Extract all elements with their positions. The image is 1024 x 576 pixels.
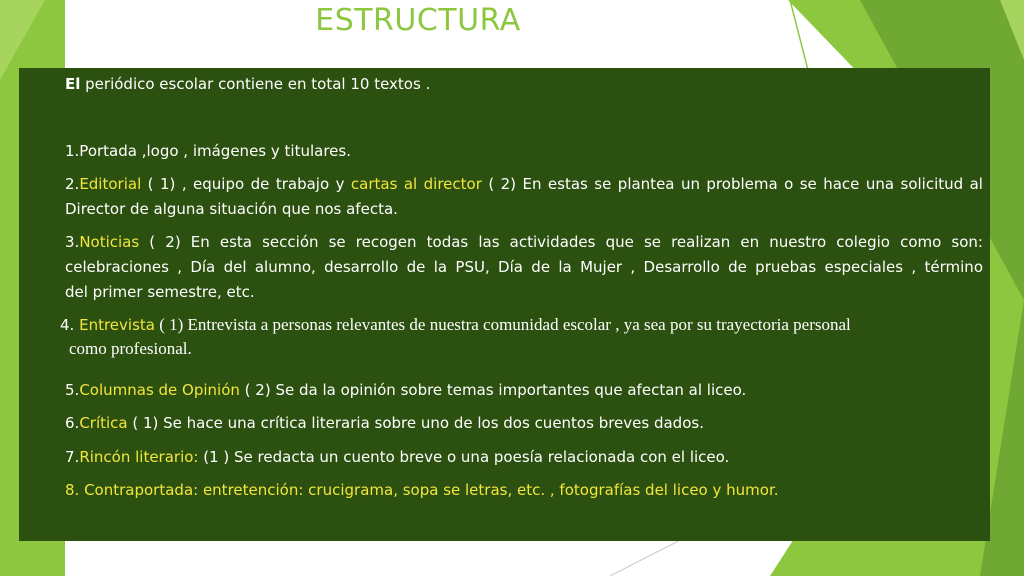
- item-noticias-line3: del primer semestre, etc.: [65, 283, 255, 301]
- item-text: ( 1) Entrevista a personas relevantes de nuestra comunidad escolar , ya sea por su trayectoria personal: [154, 315, 851, 334]
- item-noticias-line2: celebraciones , Día del alumno, desarrollo de la PSU, Día de la Mujer , Desarrollo de pruebas especiales , término: [65, 258, 983, 276]
- item-portada: 1.Portada ,logo , imágenes y titulares.: [65, 142, 351, 160]
- item-entrevista: [60, 313, 965, 337]
- item-rincon: [65, 445, 983, 469]
- item-columnas: [65, 378, 983, 402]
- item-text: ( 2) En esta sección se recogen todas las actividades que se realizan en nuestro colegio como son:: [139, 233, 983, 251]
- item-text: ( 1) Se hace una crítica literaria sobre uno de los dos cuentos breves dados.: [127, 414, 704, 432]
- item-text: ( 2) Se da la opinión sobre temas importantes que afectan al liceo.: [239, 381, 747, 399]
- item-editorial: [65, 172, 983, 196]
- item-number: 7.: [65, 448, 80, 466]
- item-number: 3.: [65, 233, 80, 251]
- item-number: 4.: [60, 316, 80, 334]
- keyword-critica: Crítica: [79, 414, 128, 432]
- intro-line: [65, 72, 983, 96]
- item-critica: [65, 411, 983, 435]
- keyword-columnas: Columnas de Opinión: [79, 381, 240, 399]
- item-editorial-line2: Director de alguna situación que nos afecta.: [65, 200, 398, 218]
- item-number: 6.: [65, 414, 80, 432]
- page-title: ESTRUCTURA: [315, 3, 521, 38]
- keyword-cartas: cartas al director: [350, 175, 482, 193]
- intro-text: periódico escolar contiene en total 10 textos .: [80, 75, 431, 93]
- item-text: ( 1) , equipo de trabajo y: [141, 175, 351, 193]
- keyword-noticias: Noticias: [79, 233, 140, 251]
- item-number: 2.: [65, 175, 80, 193]
- item-number: 5.: [65, 381, 80, 399]
- item-contraportada: 8. Contraportada: entretención: crucigrama, sopa se letras, etc. , fotografías del liceo y humor.: [65, 481, 779, 499]
- keyword-rincon: Rincón literario:: [79, 448, 199, 466]
- item-entrevista-line2: como profesional.: [69, 339, 192, 358]
- item-text: ( 2) En estas se plantea un problema o se hace una solicitud al: [481, 175, 983, 193]
- keyword-entrevista: Entrevista: [79, 316, 155, 334]
- item-noticias: [65, 230, 983, 254]
- item-text: (1 ) Se redacta un cuento breve o una poesía relacionada con el liceo.: [198, 448, 730, 466]
- keyword-editorial: Editorial: [79, 175, 142, 193]
- intro-bold: El: [65, 75, 81, 93]
